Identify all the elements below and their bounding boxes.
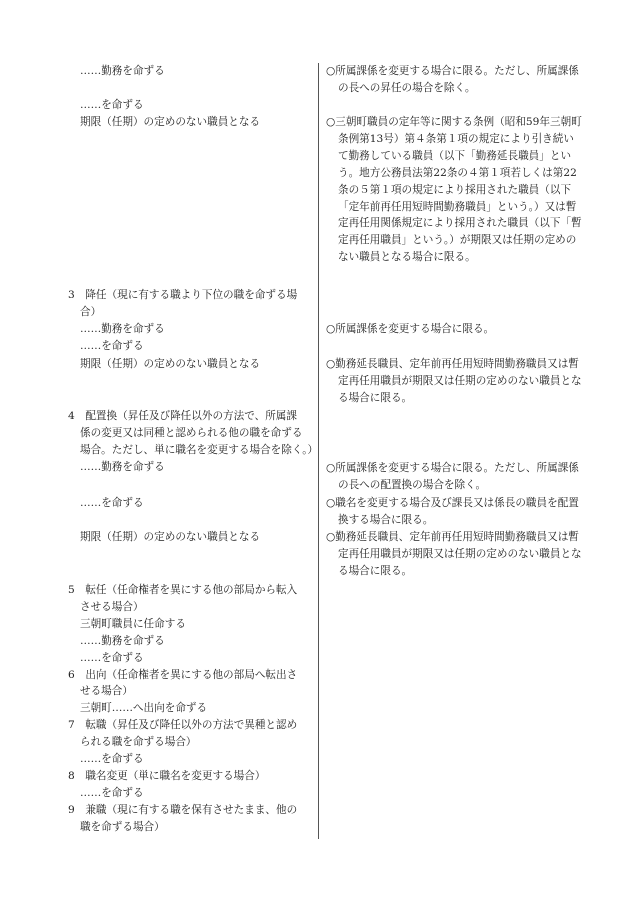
text-line: 期限（任期）の定めのない職員となる [80,531,261,543]
text-line: 期限（任期）の定めのない職員となる [80,115,261,128]
section-heading: 4 配置換（昇任及び降任以外の方法で、所属課 [68,410,297,422]
left-block-8 [68,582,312,836]
text-line: 三朝町……へ出向を命ずる [80,702,208,715]
section-heading: 3 降任（現に有する職より下位の職を命ずる場 [68,289,298,301]
section-heading: 5 転任（任命権者を異にする他の部局から転入 [68,584,298,596]
text-line: ……を命ずる [80,99,144,111]
text-line: 場合。ただし、単に職名を変更する場合を除く。） [80,443,319,456]
note-paragraph: ○所属課係を変更する場合に限る。ただし、所属課係の長への配置換の場合を除く。 [326,462,579,491]
text-line: せる場合） [80,685,133,698]
left-block-2 [68,97,312,131]
note-paragraph: ○勤務延長職員、定年前再任用短時間勤務職員又は暫定再任用職員が期限又は任期の定めのない職員となる場合に限る。 [326,358,582,404]
text-line: ……勤務を命ずる [80,322,165,335]
note-paragraph: ○職名を変更する場合及び課長又は係長の職員を配置換する場合に限る。 [326,497,579,526]
text-line: ……を命ずる [80,753,144,766]
text-line: 職を命ずる場合） [80,820,165,833]
section-heading: 9 兼職（現に有する職を保有させたまま、他の [68,803,298,816]
section-heading: 8 職名変更（単に職名を変更する場合） [68,769,266,782]
section-heading: 7 転職（昇任及び降任以外の方法で異種と認め [68,719,298,732]
left-block-6 [68,495,312,512]
text-line: 合） [80,305,102,318]
text-line: ……勤務を命ずる [80,460,165,473]
text-line: 三朝町職員に任命する [80,617,186,630]
left-block-3 [68,287,312,355]
left-block-4 [68,356,312,373]
left-block-1 [68,63,312,80]
text-line: ……を命ずる [80,497,144,509]
text-line: させる場合） [80,600,144,613]
note-paragraph: ○所属課係を変更する場合に限る。ただし、所属課係の長への昇任の場合を除く。 [326,65,579,94]
text-line: ……を命ずる [80,339,144,352]
note-paragraph: ○所属課係を変更する場合に限る。 [326,323,495,335]
note-paragraph: ○三朝町職員の定年等に関する条例（昭和59年三朝町条例第13号）第４条第１項の規定により引き続いて勤務している職員（以下「勤務延長職員」という。地方公務員法第22条の４第１項若しくは第22条の５第１項の規定により採用された職員（以下「定年前再任用短時間勤務職員」という。）又は暫定再任用関係規定により採用された職員（以下「暫定再任用職員」という。）が期限又は任期の定めのない職員となる場合に限る。 [326,116,582,264]
text-line: 期限（任期）の定めのない職員となる [80,358,261,370]
text-line: ……勤務を命ずる [80,65,165,77]
text-line: ……を命ずる [80,651,144,664]
section-heading: 6 出向（任命権者を異にする他の部局へ転出さ [68,668,298,681]
text-line: ……を命ずる [80,786,144,799]
text-line: ……勤務を命ずる [80,634,165,647]
text-line: られる職を命ずる場合） [80,736,197,749]
text-line: 係の変更又は同種と認められる他の職を命ずる [80,426,303,439]
left-block-5 [68,408,319,476]
left-block-7 [68,529,312,546]
note-paragraph: ○勤務延長職員、定年前再任用短時間勤務職員又は暫定再任用職員が期限又は任期の定めのない職員となる場合に限る。 [326,531,582,577]
